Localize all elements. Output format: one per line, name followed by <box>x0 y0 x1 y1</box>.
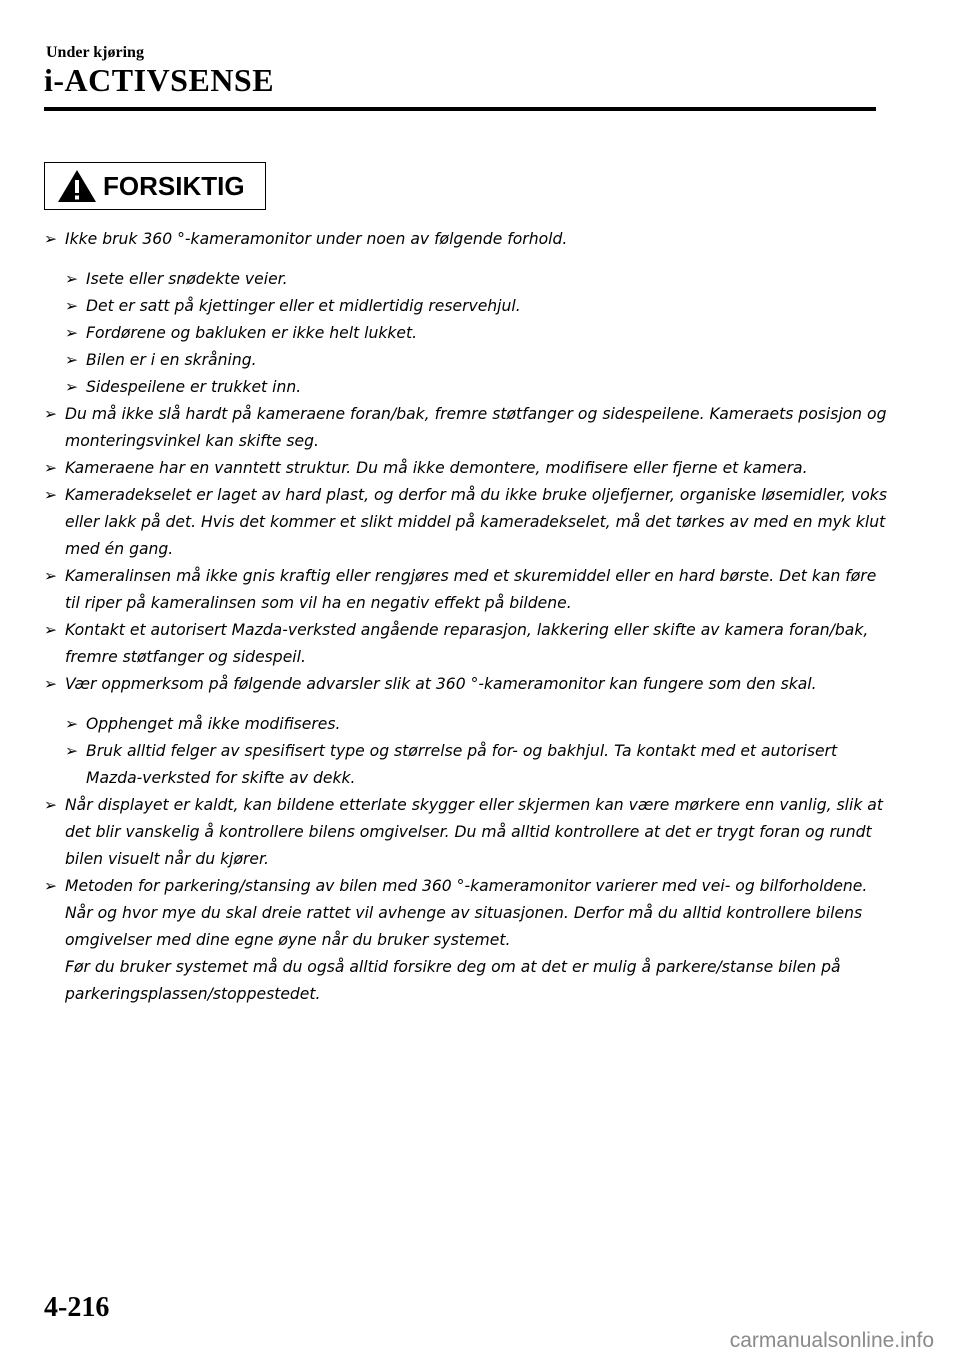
page-number: 4-216 <box>44 1292 110 1323</box>
list-item <box>44 873 894 1008</box>
caution-box <box>44 162 266 210</box>
item-text: Kameradekselet er laget av hard plast, og derfor må du ikke bruke oljefjerner, organiske løsemidler, voks eller lakk på det. Hvis det kommer et slikt middel på kameradekselet, må det tørkes av med en myk klut med én gang. <box>65 486 887 558</box>
sub-list-item <box>65 293 894 320</box>
item-text: Bruk alltid felger av spesifisert type og størrelse på for- og bakhjul. Ta kontakt med et autorisert Mazda-verksted for skifte av dekk. <box>86 742 838 787</box>
caution-list <box>44 226 894 1008</box>
item-text: Isete eller snødekte veier. <box>86 270 288 288</box>
arrow-bullet-icon: ➢ <box>65 270 79 288</box>
item-text: Kameraene har en vanntett struktur. Du må ikke demontere, modifisere eller fjerne et kamera. <box>65 459 808 477</box>
arrow-bullet-icon: ➢ <box>44 405 58 423</box>
sub-list-item <box>65 320 894 347</box>
item-text: Opphenget må ikke modifiseres. <box>86 715 341 733</box>
item-text: Det er satt på kjettinger eller et midlertidig reservehjul. <box>86 297 521 315</box>
sub-list-item <box>65 738 894 792</box>
item-text: Før du bruker systemet må du også alltid forsikre deg om at det er mulig å parkere/stanse bilen på parkeringsplassen/stoppestedet. <box>65 958 841 1003</box>
list-item <box>44 455 894 482</box>
chapter-title: i-ACTIVSENSE <box>44 62 275 98</box>
item-text: Vær oppmerksom på følgende advarsler slik at 360 °-kameramonitor kan fungere som den skal. <box>65 675 817 693</box>
list-item <box>44 563 894 617</box>
arrow-bullet-icon: ➢ <box>65 378 79 396</box>
arrow-bullet-icon: ➢ <box>44 459 58 477</box>
arrow-bullet-icon: ➢ <box>44 486 58 504</box>
item-text: Fordørene og bakluken er ikke helt lukket. <box>86 324 418 342</box>
list-item <box>44 226 894 253</box>
item-text: Ikke bruk 360 °-kameramonitor under noen av følgende forhold. <box>65 230 568 248</box>
item-text: Du må ikke slå hardt på kameraene foran/bak, fremre støtfanger og sidespeilene. Kameraets posisjon og monteringsvinkel kan skifte seg. <box>65 405 887 450</box>
watermark[interactable]: carmanualsonline.info <box>729 1329 934 1352</box>
arrow-bullet-icon: ➢ <box>65 715 79 733</box>
item-text: Kameralinsen må ikke gnis kraftig eller rengjøres med et skuremiddel eller en hard børste. Det kan føre til riper på kameralinsen som vil ha en negativ effekt på bildene. <box>65 567 877 612</box>
arrow-bullet-icon: ➢ <box>44 675 58 693</box>
sub-list-item <box>65 266 894 293</box>
arrow-bullet-icon: ➢ <box>44 796 58 814</box>
arrow-bullet-icon: ➢ <box>44 621 58 639</box>
list-item <box>44 792 894 873</box>
item-text: Metoden for parkering/stansing av bilen med 360 °-kameramonitor varierer med vei- og bilforholdene. Når og hvor mye du skal dreie rattet vil avhenge av situasjonen. Derfor må du alltid kontrollere bilens omgivelser med dine egne øyne når du bruker systemet. <box>65 877 868 949</box>
arrow-bullet-icon: ➢ <box>44 877 58 895</box>
item-text: Når displayet er kaldt, kan bildene etterlate skygger eller skjermen kan være mørkere enn vanlig, slik at det blir vanskelig å kontrollere bilens omgivelser. Du må alltid kontrollere at det er trygt foran og rundt bilen visuelt når du kjører. <box>65 796 883 868</box>
section-label: Under kjøring <box>46 44 144 61</box>
item-text: Bilen er i en skråning. <box>86 351 257 369</box>
list-item <box>44 671 894 698</box>
sub-list-item <box>65 711 894 738</box>
sub-list-item <box>65 347 894 374</box>
header-rule <box>44 107 876 111</box>
list-item <box>44 482 894 563</box>
caution-label: FORSIKTIG <box>103 170 245 201</box>
list-item <box>44 617 894 671</box>
sub-list-item <box>65 374 894 401</box>
warning-triangle-icon <box>57 169 97 203</box>
item-text: Sidespeilene er trukket inn. <box>86 378 302 396</box>
arrow-bullet-icon: ➢ <box>44 567 58 585</box>
item-text: Kontakt et autorisert Mazda-verksted angående reparasjon, lakkering eller skifte av kamera foran/bak, fremre støtfanger og sidespeil. <box>65 621 869 666</box>
list-item <box>44 401 894 455</box>
arrow-bullet-icon: ➢ <box>65 324 79 342</box>
arrow-bullet-icon: ➢ <box>65 351 79 369</box>
arrow-bullet-icon: ➢ <box>65 297 79 315</box>
arrow-bullet-icon: ➢ <box>65 742 79 760</box>
arrow-bullet-icon: ➢ <box>44 230 58 248</box>
